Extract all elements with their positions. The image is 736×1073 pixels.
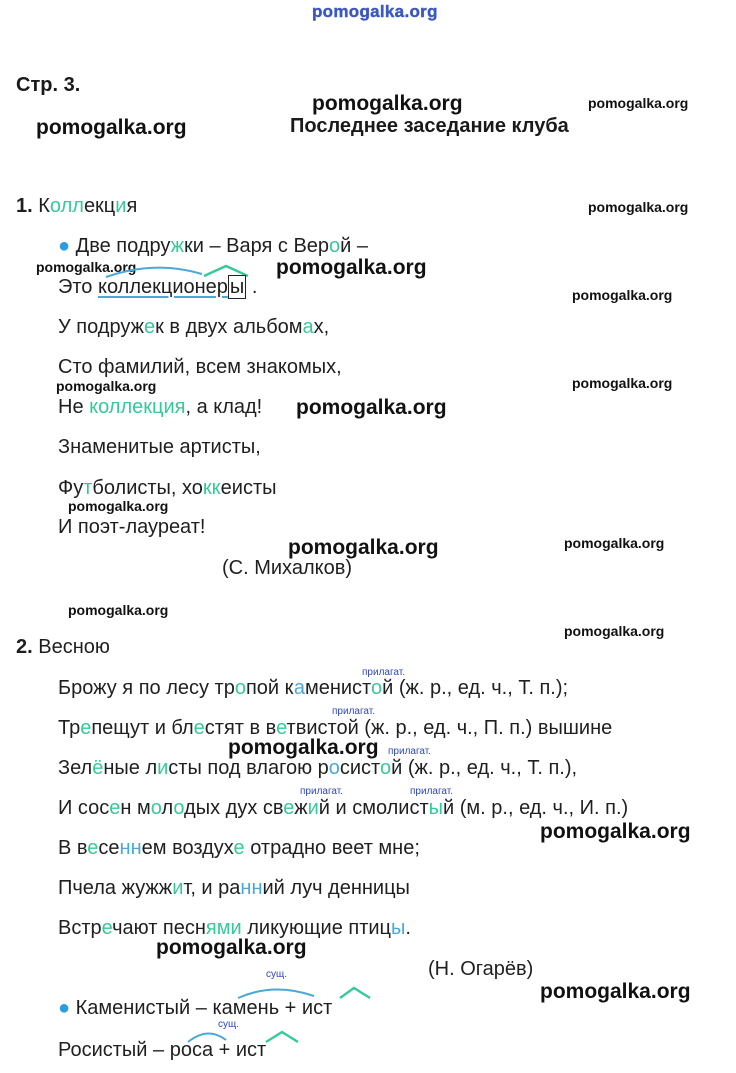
poem-line: Пчела жужжит, и ранний луч денницы	[58, 877, 410, 899]
watermark: pomogalka.org	[564, 623, 665, 639]
exercise-1-heading	[16, 195, 137, 218]
exercise-1-word: Коллекция	[38, 195, 138, 217]
watermark: pomogalka.org	[564, 535, 665, 551]
part-of-speech-tag: сущ.	[266, 969, 288, 980]
watermark: pomogalka.org	[588, 95, 689, 111]
poem-line: Трепещут и блестят в ветвистой (ж. р., ед. ч., П. п.) вышине	[58, 717, 613, 739]
poem-line: ● Две подружки – Варя с Верой –	[58, 235, 369, 257]
part-of-speech-tag: прилагат.	[300, 786, 343, 797]
part-of-speech-tag: сущ.	[218, 1019, 240, 1030]
poem-author: (Н. Огарёв)	[428, 958, 534, 980]
ending-box: ы	[229, 276, 245, 298]
poem-title: Весною	[38, 636, 110, 658]
part-of-speech-tag: прилагат.	[362, 667, 405, 678]
poem-line: Брожу я по лесу тропой каменистой (ж. р., ед. ч., Т. п.);	[58, 677, 569, 699]
poem-line: Встречают песнями ликующие птицы.	[58, 917, 411, 939]
watermark: pomogalka.org	[36, 259, 137, 275]
watermark: pomogalka.org	[276, 256, 427, 279]
part-of-speech-tag: прилагат.	[388, 746, 431, 757]
watermark: pomogalka.org	[296, 396, 447, 419]
bullet-icon: ●	[58, 235, 71, 257]
watermark: pomogalka.org	[588, 199, 689, 215]
part-of-speech-tag: прилагат.	[332, 706, 375, 717]
watermark: pomogalka.org	[540, 820, 691, 843]
poem-line: Это коллекционер ы .	[58, 276, 258, 298]
page-title: Последнее заседание клуба	[290, 115, 569, 137]
poem-line: Не коллекция, а клад!	[58, 396, 263, 418]
exercise-2-heading	[16, 636, 110, 659]
watermark: pomogalka.org	[68, 498, 169, 514]
word-analysis: ● Каменистый – камень + ист	[58, 997, 333, 1019]
watermark: pomogalka.org	[56, 378, 157, 394]
page-label: Стр. 3.	[16, 74, 81, 96]
poem-line: И поэт-лауреат!	[58, 516, 206, 538]
part-of-speech-tag: прилагат.	[410, 786, 453, 797]
poem-line: Сто фамилий, всем знакомых,	[58, 356, 342, 378]
watermark: pomogalka.org	[288, 536, 439, 559]
analyzed-word: коллекционер	[98, 276, 228, 298]
watermark: pomogalka.org	[312, 92, 463, 115]
poem-line: И сосен молодых дух свежий и смолистый (м. р., ед. ч., И. п.)	[58, 797, 629, 819]
watermark: pomogalka.org	[572, 287, 673, 303]
bullet-icon: ●	[58, 997, 71, 1019]
poem-line: Знаменитые артисты,	[58, 436, 261, 458]
exercise-number: 1.	[16, 195, 33, 217]
watermark: pomogalka.org	[540, 980, 691, 1003]
watermark: pomogalka.org	[228, 736, 379, 759]
poem-author: (С. Михалков)	[222, 557, 352, 579]
poem-line: Футболисты, хоккеисты	[58, 477, 277, 499]
watermark: pomogalka.org	[36, 116, 187, 139]
watermark: pomogalka.org	[156, 936, 307, 959]
poem-line: У подружек в двух альбомах,	[58, 316, 330, 338]
watermark-top[interactable]: pomogalka.org	[312, 2, 438, 21]
watermark: pomogalka.org	[572, 375, 673, 391]
word-analysis: Росистый – роса + ист	[58, 1039, 267, 1061]
poem-line: Зелёные листы под влагою росистой (ж. р., ед. ч., Т. п.),	[58, 757, 578, 779]
watermark: pomogalka.org	[68, 602, 169, 618]
exercise-number: 2.	[16, 636, 33, 658]
poem-line: В весеннем воздухе отрадно веет мне;	[58, 837, 420, 859]
